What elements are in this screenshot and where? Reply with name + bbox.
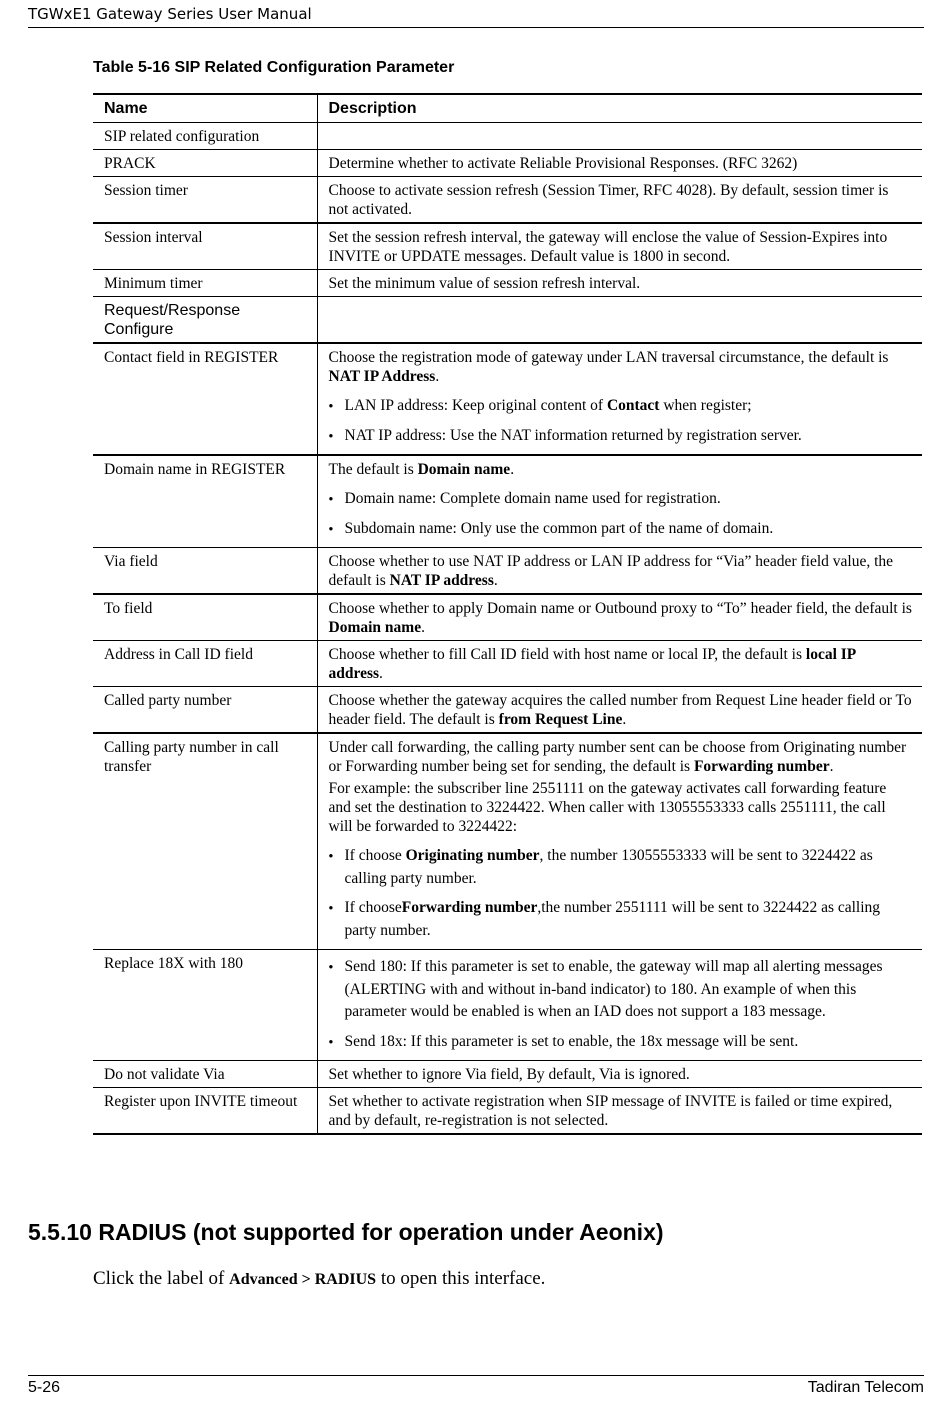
param-name: Register upon INVITE timeout [93, 1088, 317, 1135]
param-name: To field [93, 594, 317, 641]
list-item: ● If chooseForwarding number,the number 2551111 will be sent to 3224422 as calling party number. [329, 897, 913, 942]
table-row [93, 687, 922, 734]
column-header-description: Description [317, 94, 922, 123]
param-desc [317, 343, 922, 455]
table-title: Table 5-16 SIP Related Configuration Parameter [93, 59, 455, 76]
param-desc [317, 455, 922, 548]
table-row [93, 1061, 922, 1088]
param-desc: Choose whether to fill Call ID field with host name or local IP, the default is local IP address. [317, 641, 922, 687]
param-name: Minimum timer [93, 270, 317, 297]
option-list [329, 956, 913, 1053]
menu-path: Advanced > RADIUS [229, 1271, 377, 1288]
list-item: ● Domain name: Complete domain name used for registration. [329, 488, 913, 511]
company-name: Tadiran Telecom [807, 1379, 924, 1396]
table-row [93, 641, 922, 687]
param-name: Calling party number in call transfer [93, 733, 317, 950]
body-paragraph: Click the label of Advanced > RADIUS to open this interface. [93, 1268, 546, 1289]
table-row [93, 1088, 922, 1135]
table-header-row [93, 94, 922, 123]
param-name: Contact field in REGISTER [93, 343, 317, 455]
desc-text: The default is Domain name. [328, 461, 515, 478]
manual-title: TGWxE1 Gateway Series User Manual [28, 5, 312, 23]
table-row [93, 297, 922, 344]
table-row [93, 594, 922, 641]
param-desc [317, 297, 922, 344]
param-desc: Set the session refresh interval, the gateway will enclose the value of Session-Expires into INVITE or UPDATE messages. Default value is 1800 in second. [317, 223, 922, 270]
param-desc: Set whether to activate registration when SIP message of INVITE is failed or time expired, and by default, re-registration is not selected. [317, 1088, 922, 1135]
table-row [93, 950, 922, 1061]
param-name: Session interval [93, 223, 317, 270]
option-list [329, 395, 913, 447]
param-desc: Choose whether the gateway acquires the called number from Request Line header field or To header field. The default is from Request Line. [317, 687, 922, 734]
param-name [93, 297, 317, 344]
param-desc: Determine whether to activate Reliable Provisional Responses. (RFC 3262) [317, 150, 922, 177]
page-header [28, 5, 924, 28]
page-footer [28, 1375, 924, 1397]
column-header-name: Name [93, 94, 317, 123]
table-row [93, 223, 922, 270]
desc-text: Under call forwarding, the calling party number sent can be choose from Originating number or Forwarding number being set for sending, the default is Forwarding number. [328, 739, 907, 775]
param-name: PRACK [93, 150, 317, 177]
list-item: ● Subdomain name: Only use the common part of the name of domain. [329, 518, 913, 541]
param-desc: Set whether to ignore Via field, By default, Via is ignored. [317, 1061, 922, 1088]
param-name: SIP related configuration [93, 123, 317, 150]
param-desc: Choose to activate session refresh (Session Timer, RFC 4028). By default, session timer is not activated. [317, 177, 922, 224]
table-row [93, 733, 922, 950]
param-name: Domain name in REGISTER [93, 455, 317, 548]
section-label: Request/Response Configure [104, 302, 241, 338]
param-desc: Set the minimum value of session refresh interval. [317, 270, 922, 297]
page-number: 5-26 [28, 1379, 61, 1396]
param-desc: Choose whether to apply Domain name or Outbound proxy to “To” header field, the default is Domain name. [317, 594, 922, 641]
list-item: ● NAT IP address: Use the NAT information returned by registration server. [329, 425, 913, 448]
list-item: ● LAN IP address: Keep original content of Contact when register; [329, 395, 913, 418]
option-list [329, 488, 913, 540]
table-row [93, 270, 922, 297]
table-row [93, 177, 922, 224]
param-name: Session timer [93, 177, 317, 224]
table-row [93, 343, 922, 455]
table-row [93, 455, 922, 548]
sip-parameter-table [93, 93, 922, 1135]
list-item: ● Send 18x: If this parameter is set to enable, the 18x message will be sent. [329, 1031, 913, 1054]
param-name: Via field [93, 548, 317, 595]
param-name: Address in Call ID field [93, 641, 317, 687]
option-list [329, 845, 913, 942]
table-row [93, 548, 922, 595]
section-heading: 5.5.10 RADIUS (not supported for operation under Aeonix) [28, 1219, 664, 1245]
param-desc [317, 950, 922, 1061]
list-item: ● Send 180: If this parameter is set to enable, the gateway will map all alerting messages (ALERTING with and without in-band indicator) to 180. An example of when this parameter would be enabled is when an IAD does not support a 183 message. [329, 956, 913, 1024]
param-name: Do not validate Via [93, 1061, 317, 1088]
desc-text: Choose the registration mode of gateway under LAN traversal circumstance, the default is NAT IP Address. [328, 349, 889, 385]
param-name: Called party number [93, 687, 317, 734]
param-name: Replace 18X with 180 [93, 950, 317, 1061]
param-desc [317, 733, 922, 950]
example-text: For example: the subscriber line 2551111 on the gateway activates call forwarding feature and set the destination to 3224422. When caller with 13055553333 calls 2551111, the call will be forwarded to 3224422: [328, 780, 887, 835]
param-desc: Choose whether to use NAT IP address or LAN IP address for “Via” header field value, the default is NAT IP address. [317, 548, 922, 595]
table-row [93, 123, 922, 150]
param-desc [317, 123, 922, 150]
list-item: ● If choose Originating number, the number 13055553333 will be sent to 3224422 as calling party number. [329, 845, 913, 890]
table-row [93, 150, 922, 177]
